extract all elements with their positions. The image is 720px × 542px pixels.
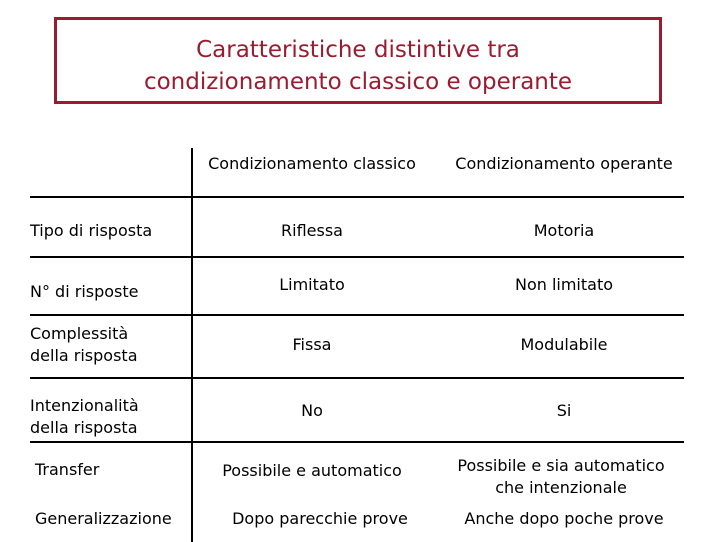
cell-operante: Si	[556, 401, 572, 420]
row-rule	[30, 256, 684, 258]
row-label: N° di risposte	[30, 282, 139, 301]
cell-operante: Motoria	[533, 221, 595, 240]
header-operante: Condizionamento operante	[455, 154, 673, 173]
cell-classico: Dopo parecchie prove	[232, 509, 408, 528]
title-box	[54, 17, 662, 104]
cell-operante: Anche dopo poche prove	[464, 509, 664, 528]
cell-operante: Possibile e sia automatico che intenzionale	[457, 456, 665, 497]
row-label: Tipo di risposta	[30, 221, 153, 240]
row-label: Generalizzazione	[35, 509, 172, 528]
header-classico: Condizionamento classico	[208, 154, 416, 173]
cell-classico: Riflessa	[281, 221, 343, 240]
cell-operante: Modulabile	[520, 335, 608, 354]
row-rule	[30, 314, 684, 316]
row-label: Transfer	[35, 460, 100, 479]
cell-classico: Limitato	[279, 275, 345, 294]
cell-classico: No	[301, 401, 323, 420]
header-rule	[30, 196, 684, 198]
row-label: Intenzionalità della risposta	[30, 396, 139, 437]
cell-operante: Non limitato	[514, 275, 614, 294]
cell-classico: Possibile e automatico	[222, 461, 402, 480]
row-rule	[30, 441, 684, 443]
cell-classico: Fissa	[292, 335, 332, 354]
row-label: Complessità della risposta	[30, 324, 138, 365]
slide-title: Caratteristiche distintive tra condizionamento classico e operante	[143, 37, 573, 95]
row-rule	[30, 377, 684, 379]
